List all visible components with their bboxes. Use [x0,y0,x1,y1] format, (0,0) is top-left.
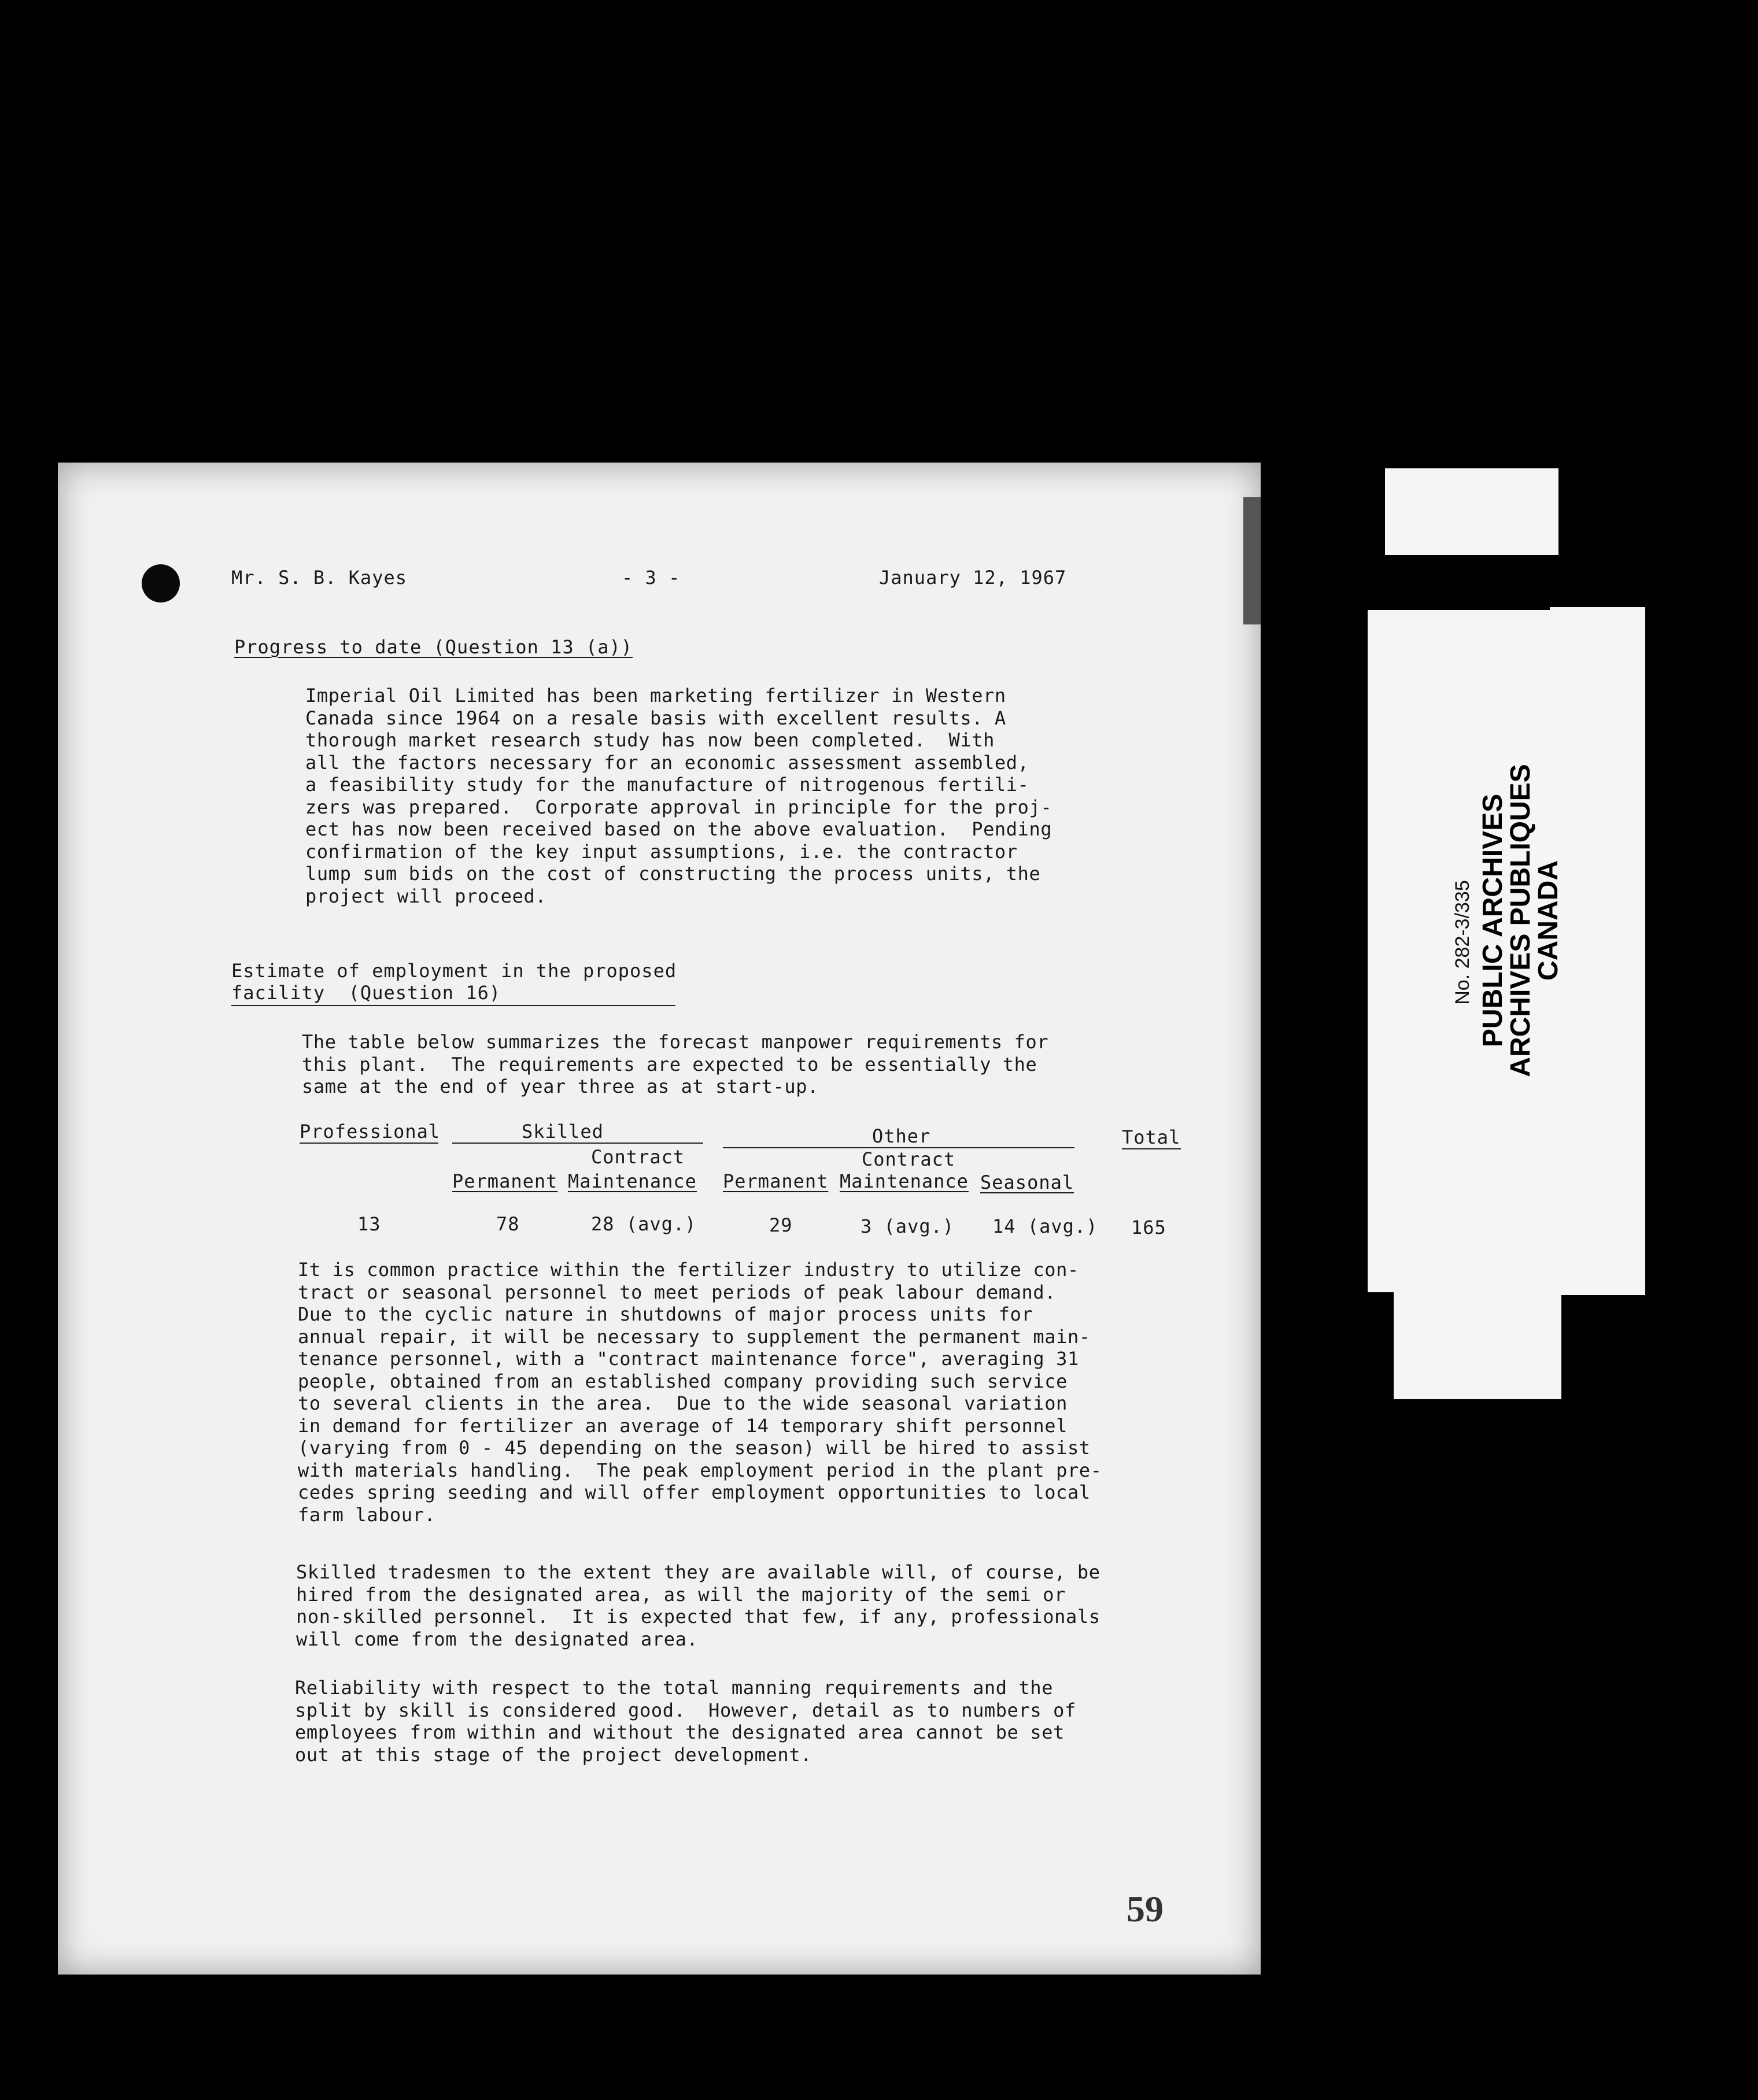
practice-paragraph: It is common practice within the fertilizer industry to utilize con- tract or seasonal personnel to meet periods of peak labour demand. Due to the cyclic nature in shutdowns of major process units for annual repair, it will be necessary to supplement the permanent main- tenance personnel, with a "contract maintenance force", averaging 31 people, obtained from an established company providing such service to several clients in the area. Due to the wide seasonal variation in demand for fertilizer an average of 14 temporary shift personnel (varying from 0 - 45 depending on the season) will be hired to assist with materials handling. The peak employment period in the plant pre- cedes spring seeding and will offer employment opportunities to local farm labour. [298,1259,1102,1526]
skilled-permanent-label: Permanent [452,1170,558,1192]
page-number: 59 [1127,1888,1164,1929]
employment-intro: The table below summarizes the forecast manpower requirements for this plant. The requirements are expected to be essentially the same at the end of year three as at start-up. [302,1031,1049,1097]
other-contract-label: Contract [862,1148,956,1170]
page-indicator: - 3 - [622,567,681,589]
skilled-contract-label: Contract [591,1146,685,1168]
progress-heading: Progress to date (Question 13 (a)) [234,636,633,658]
value-other-permanent: 29 [769,1214,793,1236]
addressee: Mr. S. B. Kayes [231,567,407,589]
punch-hole [142,564,180,602]
value-skilled-permanent: 78 [496,1213,520,1235]
employment-heading-line1: Estimate of employment in the proposed [231,960,677,982]
archive-label-right [1550,607,1645,1295]
archive-stamp-line3: CANADA [1533,860,1564,981]
employment-heading-underline [231,1005,675,1006]
col-skilled: Skilled [522,1121,604,1143]
reliability-paragraph: Reliability with respect to the total manning requirements and the split by skill is considered good. However, detail as to numbers of employees from within and without the designated area cannot be set out at this stage of the project development. [295,1677,1076,1766]
archive-reference-number: No. 282-3/335 [1452,880,1473,1005]
employment-heading-line2: facility (Question 16) [231,982,501,1004]
rule-professional [300,1143,438,1144]
value-total: 165 [1131,1217,1166,1238]
progress-paragraph: Imperial Oil Limited has been marketing fertilizer in Western Canada since 1964 on a resale basis with excellent results. A thorough market research study has now been completed. With all the factors necessary for an economic assessment assembled, a feasibility study for the manufacture of nitrogenous fertili- zers was prepared. Corporate approval in principle for the proj- ect has now been received based on the above evaluation. Pending confirmation of the key input assumptions, i.e. the contractor lump sum bids on the cost of constructing the process units, the project will proceed. [305,685,1052,907]
rule-total [1122,1148,1181,1149]
archive-label-bottom [1394,1284,1561,1399]
value-skilled-contract: 28 (avg.) [591,1213,697,1235]
archive-label-tab [1385,468,1558,555]
archive-stamp-line2: ARCHIVES PUBLIQUES [1505,764,1536,1077]
col-professional: Professional [300,1121,441,1143]
archive-stamp [1479,724,1563,1117]
page-edge-shadow [1243,497,1261,624]
rule-skilled [452,1143,703,1144]
archive-stamp-line1: PUBLIC ARCHIVES [1478,793,1508,1048]
value-professional: 13 [357,1213,381,1235]
skilled-maintenance-label: Maintenance [568,1170,697,1192]
other-permanent-label: Permanent [723,1170,829,1192]
value-other-seasonal: 14 (avg.) [992,1215,1098,1237]
value-other-contract: 3 (avg.) [860,1215,955,1237]
skilled-paragraph: Skilled tradesmen to the extent they are available will, of course, be hired from the designated area, as will the majority of the semi or non-skilled personnel. It is expected that few, if any, professionals will come from the designated area. [296,1561,1100,1650]
letter-date: January 12, 1967 [879,567,1067,589]
col-other: Other [872,1125,931,1147]
other-maintenance-label: Maintenance [840,1170,969,1192]
other-seasonal-label: Seasonal [980,1171,1074,1193]
col-total: Total [1122,1126,1181,1148]
